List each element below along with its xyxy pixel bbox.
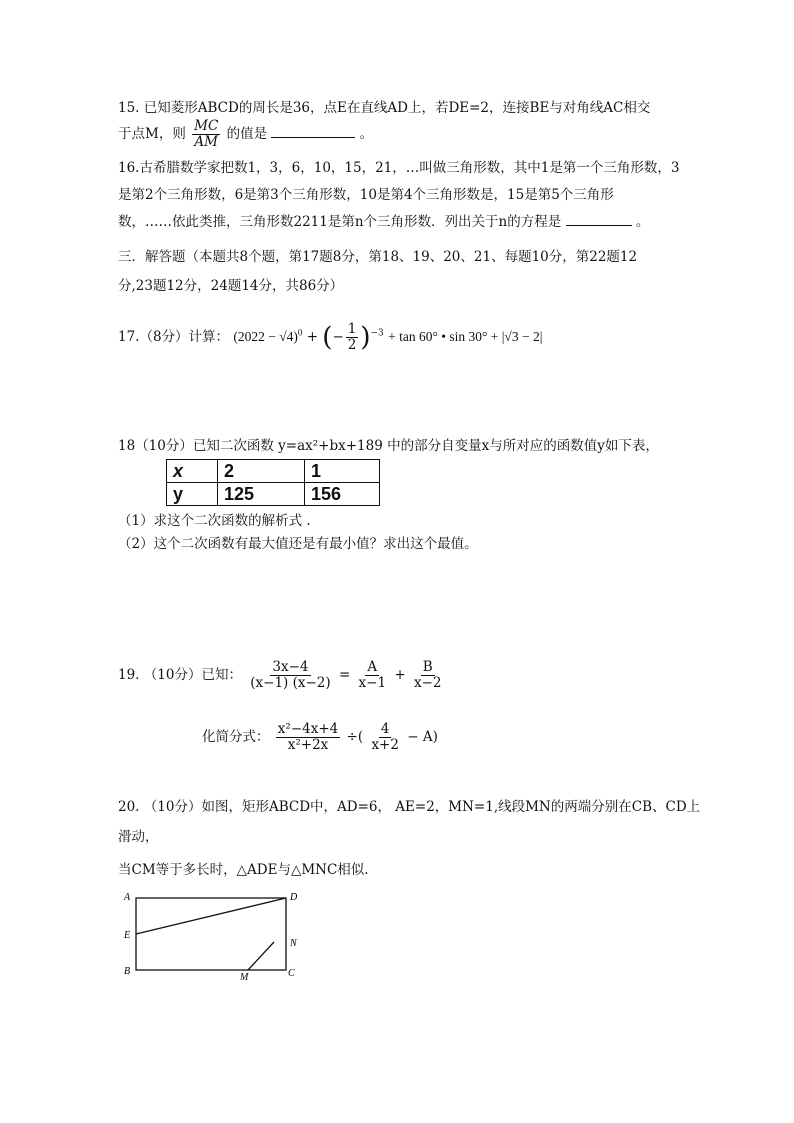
table-row — [167, 483, 380, 506]
q19-f-frac — [369, 722, 401, 753]
q17-exp3: −3 — [370, 328, 384, 339]
q18-table — [166, 459, 380, 506]
q15-line2-end: 。 — [359, 126, 374, 142]
q17-minus: − — [332, 329, 344, 345]
q19-simplify — [202, 722, 438, 753]
q19-s-frac — [276, 722, 340, 753]
table-row — [167, 460, 380, 483]
q19-plus: + — [394, 667, 406, 683]
q16-line3 — [118, 213, 649, 231]
q19-f-den: x+2 — [371, 737, 399, 753]
q19-s-den: x²+2x — [287, 737, 329, 753]
q17-term1-text: 2022 − √4 — [237, 329, 294, 344]
rectangle-abcd — [136, 898, 286, 970]
label-m: M — [240, 972, 249, 983]
q17-half-num: 1 — [347, 321, 357, 337]
segment-ed — [136, 898, 286, 934]
q18-part2: （2）这个二次函数有最大值还是有最小值？求出这个最值。 — [118, 536, 478, 552]
q15-frac-num: MC — [194, 118, 219, 134]
q19-lhs-num: 3x−4 — [272, 659, 309, 675]
label-d: D — [290, 892, 298, 903]
q20-line1: 20. （10分）如图，矩形ABCD中，AD=6， AE=2，MN=1,线段MN的两端分别在CB、CD上 — [118, 799, 701, 815]
q19-simplify-label: 化简分式： — [202, 729, 270, 745]
q17-rest: + tan 60° • sin 30° + |√3 − 2| — [388, 329, 543, 344]
q18-text: 18（10分）已知二次函数 y=ax²+bx+189 中的部分自变量x与所对应的函数值y如下表， — [118, 438, 659, 454]
table-cell: y — [167, 483, 218, 506]
q17-term1: $(2022 - √4)^0$ — [233, 327, 303, 344]
q19-s-num: x²−4x+4 — [277, 721, 339, 737]
label-b: B — [124, 966, 131, 977]
rectangle-figure — [118, 888, 318, 984]
q16-line3-pre: 数，……依此类推，三角形数2211是第n个三角形数．列出关于n的方程是 — [118, 214, 562, 230]
q16-line2: 是第2个三角形数，6是第3个三角形数，10是第4个三角形数是，15是第5个三角形 — [118, 187, 614, 203]
q19-label: 19. （10分）已知： — [118, 667, 242, 683]
q17-half — [346, 322, 359, 353]
q19-a-den: x−1 — [358, 675, 387, 691]
q15-line1: 15. 已知菱形ABCD的周长是36，点E在直线AD上，若DE=2，连接BE与对角线AC相交 — [118, 100, 651, 116]
q19-a-frac — [357, 660, 389, 691]
table-cell: 2 — [218, 460, 305, 483]
q19-div: ÷( — [346, 729, 364, 745]
q15-line2-post: 的值是 — [226, 126, 268, 142]
segment-mn — [248, 942, 274, 970]
label-a: A — [124, 892, 131, 903]
q15-line2-pre: 于点M，则 — [118, 126, 186, 142]
q19-b-num: B — [422, 659, 433, 675]
table-cell: 156 — [305, 483, 380, 506]
label-n: N — [290, 938, 297, 949]
q15-fraction — [192, 119, 220, 150]
q15-answer-blank[interactable] — [271, 137, 355, 138]
q17-label: 17.（8分）计算： — [118, 329, 230, 345]
q19-equation — [118, 660, 445, 691]
q19-equals: = — [338, 667, 351, 683]
q15-line2 — [118, 119, 373, 150]
section3-line1: 三．解答题（本题共8个题，第17题8分，第18、19、20、21、每题10分，第22题12 — [118, 249, 638, 265]
q19-lhs — [248, 660, 332, 691]
q17-plus: + — [306, 329, 318, 345]
section3-line2: 分,23题12分，24题14分，共86分） — [118, 278, 344, 294]
q17-exp0: 0 — [297, 327, 303, 338]
q16-line3-end: 。 — [635, 214, 650, 230]
q19-lhs-den: (x−1) (x−2) — [250, 675, 331, 691]
q19-f-num: 4 — [380, 721, 390, 737]
table-cell: 1 — [305, 460, 380, 483]
q15-frac-den: AM — [194, 134, 218, 150]
q19-tail: − A) — [407, 729, 438, 745]
table-cell: x — [167, 460, 218, 483]
q16-line1: 16.古希腊数学家把数1，3，6，10，15，21，…叫做三角形数，其中1是第一个三角形数，3 — [118, 160, 680, 176]
q18-part1: （1）求这个二次函数的解析式 . — [118, 513, 311, 529]
q17-close-paren: ) — [360, 322, 371, 353]
label-c: C — [288, 968, 295, 979]
q20-line2: 滑动， — [118, 829, 159, 845]
label-e: E — [124, 930, 131, 941]
table-cell: 125 — [218, 483, 305, 506]
q19-b-den: x−2 — [413, 675, 442, 691]
q19-b-frac — [412, 660, 444, 691]
q17-open-paren: ( — [322, 322, 333, 353]
q20-line3: 当CM等于多长时，△ADE与△MNC相似. — [118, 862, 369, 878]
q17-expression — [118, 322, 542, 353]
q17-half-den: 2 — [347, 337, 357, 353]
q16-answer-blank[interactable] — [566, 225, 632, 226]
q19-a-num: A — [367, 659, 378, 675]
